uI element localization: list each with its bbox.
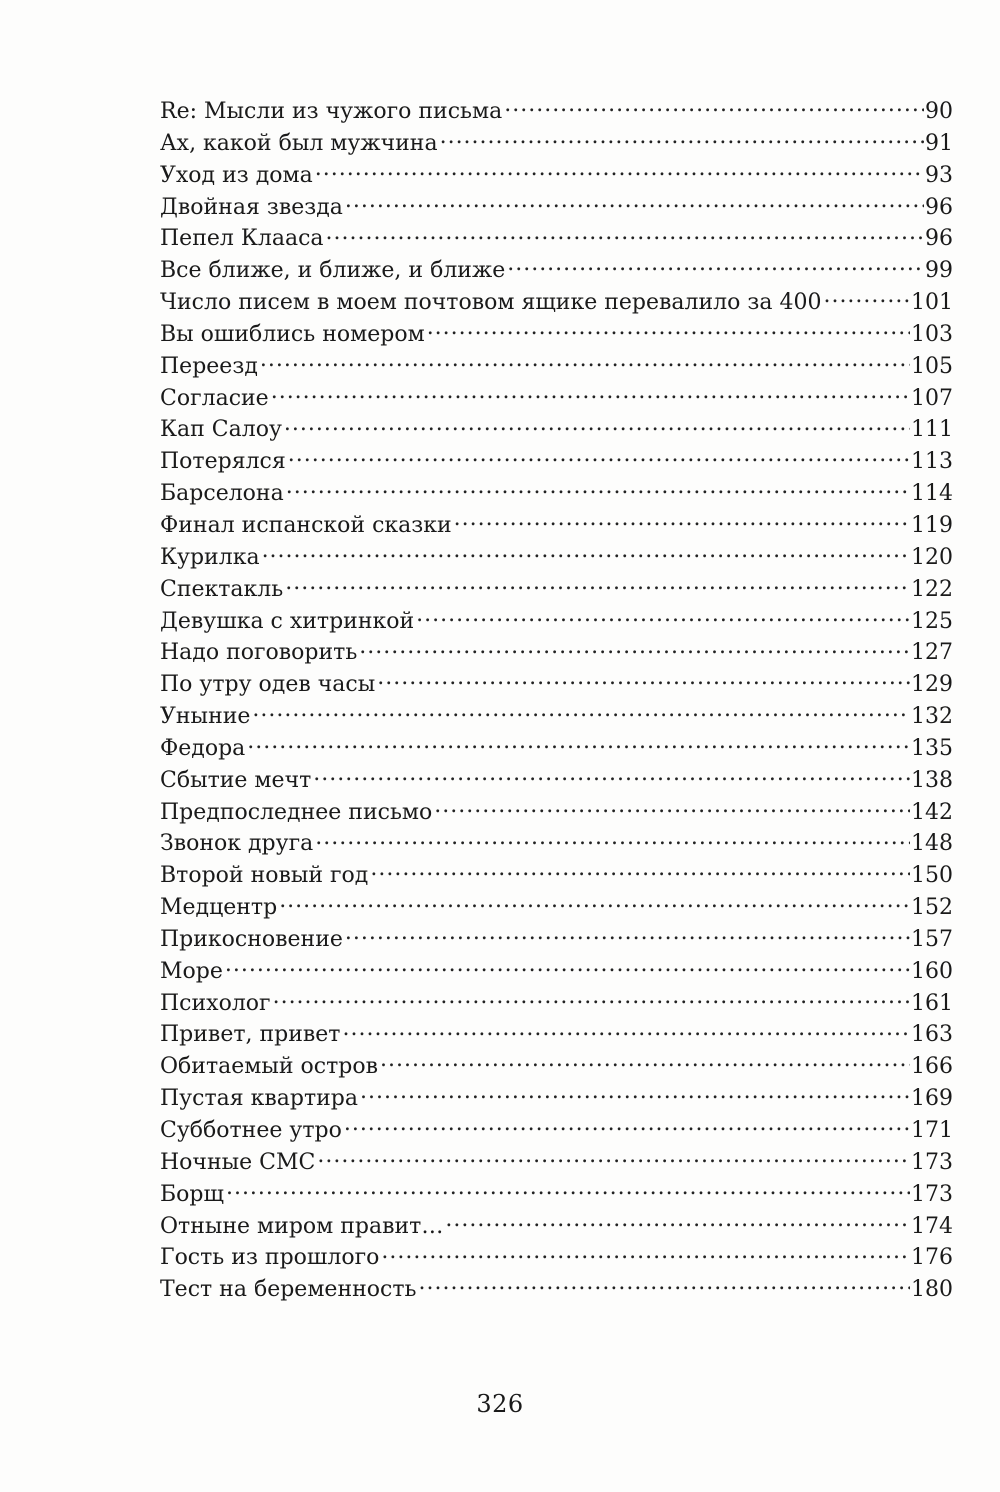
toc-entry-page: 129: [911, 672, 953, 698]
toc-entry: [160, 351, 953, 383]
dot-leader: [345, 192, 924, 214]
page-number: 326: [476, 1390, 524, 1418]
toc-entry-page: 96: [925, 226, 953, 252]
dot-leader: [445, 1211, 910, 1233]
dot-leader: [370, 860, 910, 882]
toc-entry: [160, 892, 953, 924]
toc-entry: [160, 574, 953, 606]
toc-entry-page: 101: [911, 290, 953, 316]
toc-entry-title: Барселона: [160, 481, 284, 507]
toc-entry-title: Гость из прошлого: [160, 1245, 380, 1271]
toc-entry-title: Вы ошиблись номером: [160, 321, 425, 347]
toc-entry-page: 166: [911, 1054, 953, 1080]
toc-entry-page: 148: [911, 831, 953, 857]
dot-leader: [419, 1274, 911, 1296]
dot-leader: [315, 828, 910, 850]
toc-entry-page: 99: [925, 258, 953, 284]
toc-entry: [160, 160, 953, 192]
dot-leader: [313, 765, 910, 787]
toc-entry-page: 173: [911, 1149, 953, 1175]
toc-entry-title: Ночные СМС: [160, 1149, 316, 1175]
toc-entry: [160, 287, 953, 319]
dot-leader: [326, 223, 924, 245]
toc-entry: [160, 478, 953, 510]
dot-leader: [440, 128, 924, 150]
toc-entry: [160, 860, 953, 892]
toc-entry-title: Отныне миром правит…: [160, 1213, 444, 1239]
toc-entry: [160, 96, 953, 128]
dot-leader: [247, 733, 910, 755]
toc-entry: [160, 1274, 953, 1306]
toc-entry: [160, 669, 953, 701]
toc-entry-title: Потерялся: [160, 449, 286, 475]
dot-leader: [284, 414, 910, 436]
toc-entry-title: Предпоследнее письмо: [160, 799, 433, 825]
toc-entry-title: Тест на беременность: [160, 1277, 417, 1303]
toc-entry-page: 176: [911, 1245, 953, 1271]
toc-entry-title: Звонок друга: [160, 831, 314, 857]
toc-entry-page: 125: [911, 608, 953, 634]
toc-entry-page: 173: [911, 1181, 953, 1207]
toc-entry-page: 132: [911, 704, 953, 730]
dot-leader: [504, 96, 924, 118]
dot-leader: [360, 1083, 910, 1105]
dot-leader: [380, 1051, 910, 1073]
toc-entry-title: Сбытие мечт: [160, 767, 312, 793]
toc-entry-page: 119: [911, 512, 953, 538]
dot-leader: [381, 1242, 910, 1264]
toc-entry: [160, 956, 953, 988]
toc-entry: [160, 1211, 953, 1243]
toc-entry-page: 120: [911, 544, 953, 570]
toc-entry: [160, 1179, 953, 1211]
toc-entry-page: 90: [925, 99, 953, 124]
toc-entry: [160, 542, 953, 574]
toc-entry-page: 96: [925, 194, 953, 220]
toc-entry-page: 171: [911, 1118, 953, 1143]
toc-entry-title: Финал испанской сказки: [160, 512, 452, 538]
toc-entry-page: 180: [911, 1277, 953, 1303]
table-of-contents: [160, 96, 953, 1306]
toc-entry-title: Борщ: [160, 1181, 224, 1207]
toc-entry-page: 174: [911, 1213, 953, 1239]
dot-leader: [427, 319, 910, 341]
toc-entry-title: Прикосновение: [160, 926, 343, 952]
toc-entry-page: 138: [911, 767, 953, 793]
toc-entry: [160, 733, 953, 765]
dot-leader: [226, 1179, 910, 1201]
toc-entry: [160, 765, 953, 797]
toc-entry: [160, 1147, 953, 1179]
toc-entry: [160, 223, 953, 255]
dot-leader: [271, 383, 910, 405]
toc-entry-title: Курилка: [160, 544, 260, 570]
toc-entry-title: Обитаемый остров: [160, 1054, 378, 1080]
toc-entry: [160, 1083, 953, 1115]
toc-entry-page: 105: [911, 353, 953, 379]
toc-entry: [160, 606, 953, 638]
toc-entry-title: Федора: [160, 735, 246, 761]
toc-entry: [160, 924, 953, 956]
toc-entry: [160, 414, 953, 446]
toc-entry: [160, 383, 953, 415]
toc-entry-title: Привет, привет: [160, 1022, 341, 1048]
dot-leader: [252, 701, 910, 723]
toc-entry-title: Переезд: [160, 353, 258, 379]
dot-leader: [434, 797, 910, 819]
toc-entry: [160, 701, 953, 733]
toc-entry: [160, 1019, 953, 1051]
toc-entry-title: Спектакль: [160, 576, 284, 602]
dot-leader: [454, 510, 910, 532]
dot-leader: [279, 892, 910, 914]
toc-entry: [160, 255, 953, 287]
dot-leader: [273, 988, 910, 1010]
toc-entry-title: Уныние: [160, 704, 251, 730]
dot-leader: [225, 956, 910, 978]
toc-entry: [160, 988, 953, 1020]
toc-entry-title: Медцентр: [160, 895, 278, 921]
toc-entry: [160, 637, 953, 669]
toc-entry-page: 107: [911, 385, 953, 411]
toc-entry-page: 127: [911, 640, 953, 666]
toc-entry-page: 160: [911, 958, 953, 984]
toc-entry: [160, 319, 953, 351]
dot-leader: [377, 669, 910, 691]
toc-entry-title: Кап Салоу: [160, 417, 282, 443]
dot-leader: [344, 1115, 910, 1137]
dot-leader: [262, 542, 910, 564]
toc-entry-title: Re: Мысли из чужого письма: [160, 99, 503, 124]
dot-leader: [315, 160, 924, 182]
toc-entry: [160, 192, 953, 224]
toc-entry-title: Все ближе, и ближе, и ближе: [160, 258, 506, 284]
toc-entry-title: Согласие: [160, 385, 269, 411]
toc-entry-title: Надо поговорить: [160, 640, 358, 666]
toc-entry-page: 152: [911, 895, 953, 921]
toc-entry-page: 103: [911, 321, 953, 347]
toc-entry-title: Ах, какой был мужчина: [160, 130, 438, 156]
toc-entry-page: 150: [911, 863, 953, 889]
toc-entry: [160, 1242, 953, 1274]
dot-leader: [416, 606, 910, 628]
dot-leader: [823, 287, 910, 309]
dot-leader: [260, 351, 910, 373]
toc-entry: [160, 1051, 953, 1083]
toc-entry-title: Психолог: [160, 990, 271, 1016]
dot-leader: [345, 924, 910, 946]
toc-entry-title: Субботнее утро: [160, 1118, 342, 1143]
toc-entry-title: Второй новый год: [160, 863, 369, 889]
toc-entry: [160, 797, 953, 829]
toc-entry-page: 169: [911, 1086, 953, 1112]
toc-entry: [160, 828, 953, 860]
toc-entry-title: Число писем в моем почтовом ящике перевалило за 400: [160, 290, 822, 316]
toc-entry-page: 142: [911, 799, 953, 825]
toc-entry-page: 163: [911, 1022, 953, 1048]
toc-entry-title: Море: [160, 958, 223, 984]
toc-entry-title: Двойная звезда: [160, 194, 343, 220]
dot-leader: [286, 478, 910, 500]
dot-leader: [285, 574, 910, 596]
toc-entry-title: По утру одев часы: [160, 672, 376, 698]
toc-entry-page: 91: [925, 130, 953, 156]
toc-entry: [160, 510, 953, 542]
toc-entry-page: 114: [911, 481, 953, 507]
dot-leader: [507, 255, 924, 277]
toc-entry-page: 93: [925, 162, 953, 188]
toc-entry: [160, 1115, 953, 1147]
toc-entry-title: Пустая квартира: [160, 1086, 358, 1112]
toc-entry-title: Девушка с хитринкой: [160, 608, 415, 634]
dot-leader: [317, 1147, 910, 1169]
toc-entry: [160, 446, 953, 478]
toc-entry-page: 111: [911, 417, 953, 443]
toc-entry: [160, 128, 953, 160]
toc-entry-title: Пепел Клааса: [160, 226, 324, 252]
toc-entry-page: 161: [911, 990, 953, 1016]
dot-leader: [342, 1019, 910, 1041]
toc-entry-page: 122: [911, 576, 953, 602]
toc-entry-page: 157: [911, 926, 953, 952]
toc-entry-page: 135: [911, 735, 953, 761]
dot-leader: [359, 637, 910, 659]
toc-entry-page: 113: [911, 449, 953, 475]
dot-leader: [288, 446, 910, 468]
toc-entry-title: Уход из дома: [160, 162, 313, 188]
